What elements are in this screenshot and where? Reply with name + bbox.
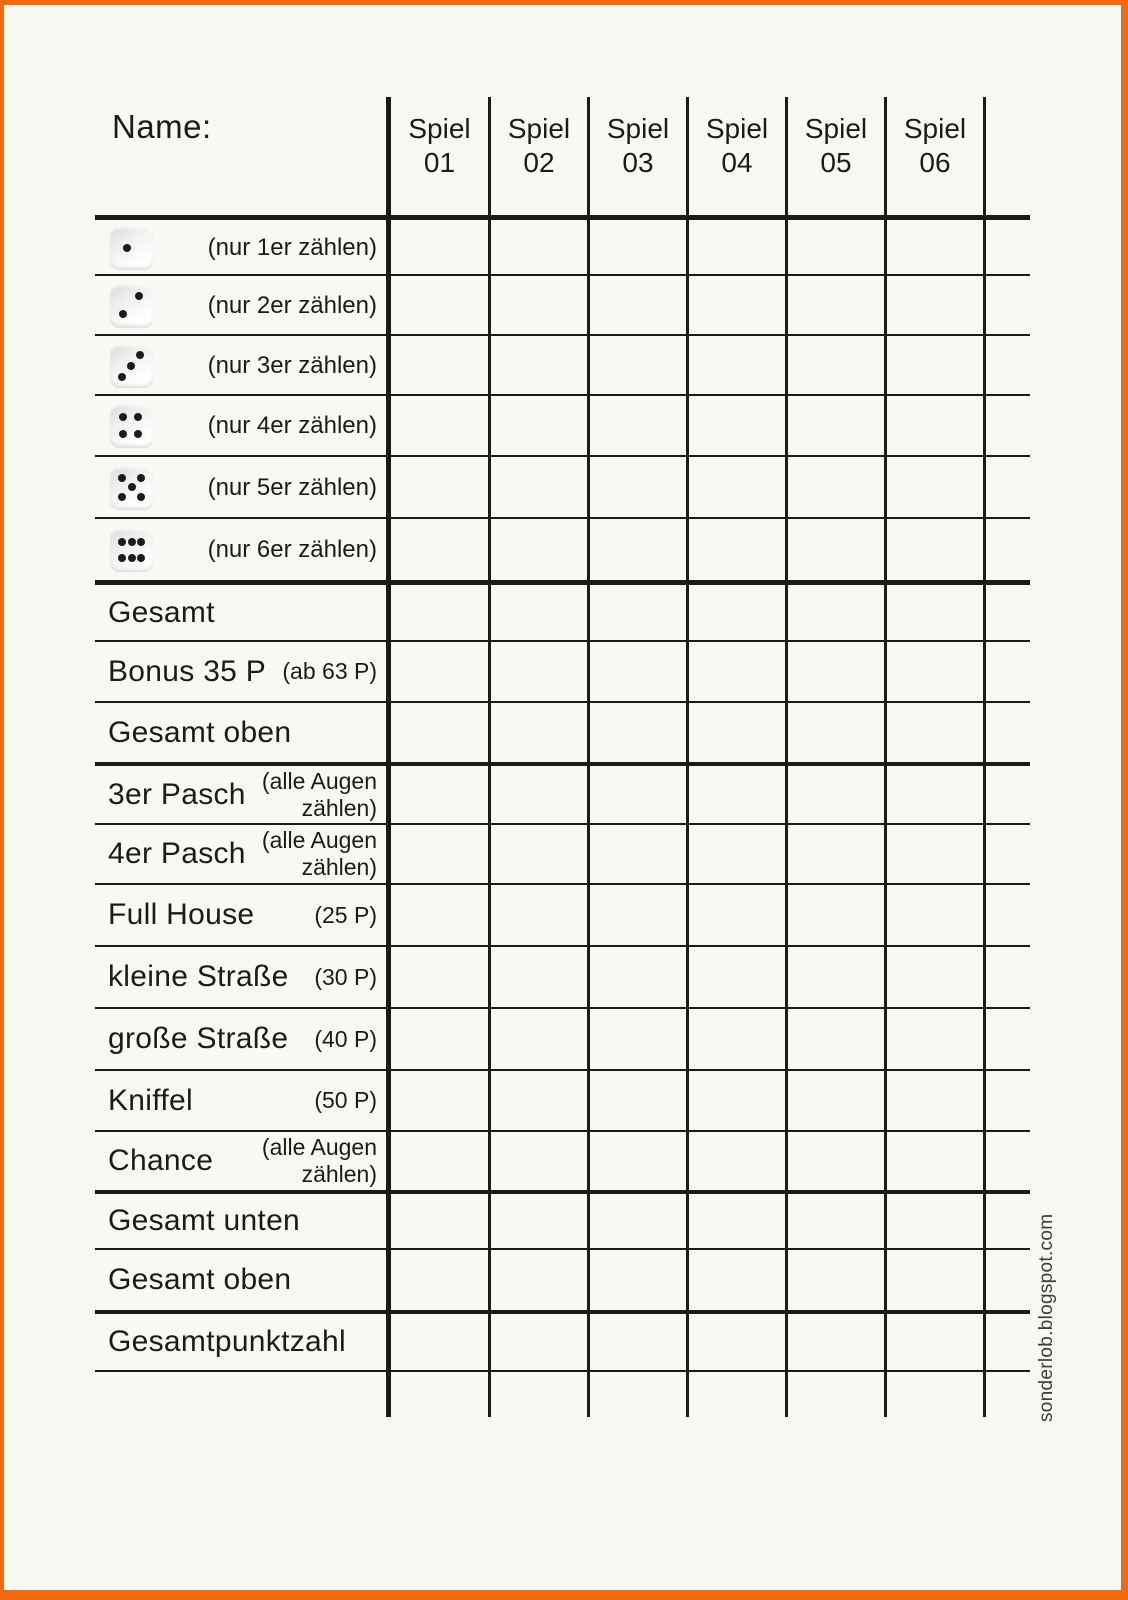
score-cell-sixes-spiel-01[interactable] — [391, 519, 488, 580]
row-label-4er-pasch: 4er Pasch — [108, 837, 246, 870]
score-cell-grosse-strasse-spiel-06[interactable] — [887, 1009, 983, 1069]
score-cell-4er-pasch-spiel-01[interactable] — [391, 825, 488, 883]
score-cell-ones-spiel-04[interactable] — [689, 220, 785, 274]
page-border-bottom — [0, 1590, 1128, 1600]
score-cell-4er-pasch-spiel-06[interactable] — [887, 825, 983, 883]
row-note-line: (alle Augen — [261, 767, 377, 794]
column-header-title: Spiel — [804, 113, 868, 144]
die-3-icon — [110, 344, 153, 387]
column-header-title: Spiel — [903, 113, 967, 144]
die-pip — [137, 474, 145, 482]
row-note-line: (40 P) — [314, 1025, 377, 1052]
score-cell-fours-spiel-05[interactable] — [788, 396, 884, 455]
row-note-ones — [208, 220, 377, 274]
die-pip — [134, 413, 142, 421]
row-note-line: (nur 3er zählen) — [207, 351, 377, 379]
die-pip — [118, 474, 126, 482]
row-note-4er-pasch — [262, 825, 377, 883]
score-cell-full-house-spiel-04[interactable] — [689, 885, 785, 945]
score-cell-grosse-strasse-spiel-02[interactable] — [491, 1009, 587, 1069]
column-header-number: 06 — [919, 147, 951, 178]
score-cell-full-house-spiel-06[interactable] — [887, 885, 983, 945]
score-cell-gesamt-unten-spiel-04[interactable] — [689, 1194, 785, 1248]
score-cell-threes-spiel-05[interactable] — [788, 336, 884, 394]
page-border-right — [1121, 0, 1128, 1600]
score-cell-ones-spiel-02[interactable] — [491, 220, 587, 274]
die-4-icon — [110, 404, 153, 447]
score-cell-kleine-strasse-spiel-04[interactable] — [689, 947, 785, 1007]
row-note-kniffel — [314, 1071, 377, 1130]
score-cell-threes-spiel-02[interactable] — [491, 336, 587, 394]
score-cell-bonus-spiel-03[interactable] — [590, 642, 686, 701]
score-cell-ones-spiel-01[interactable] — [391, 220, 488, 274]
die-pip — [134, 430, 142, 438]
score-cell-fours-spiel-04[interactable] — [689, 396, 785, 455]
score-cell-chance-spiel-02[interactable] — [491, 1132, 587, 1190]
score-cell-twos-spiel-05[interactable] — [788, 276, 884, 334]
score-cell-gesamt-unten-spiel-06[interactable] — [887, 1194, 983, 1248]
score-cell-gesamt-oben-spiel-03[interactable] — [590, 703, 686, 762]
score-cell-kniffel-spiel-01[interactable] — [391, 1071, 488, 1130]
score-cell-grosse-strasse-spiel-05[interactable] — [788, 1009, 884, 1069]
row-note-line: zählen) — [301, 854, 377, 880]
score-cell-bonus-spiel-02[interactable] — [491, 642, 587, 701]
score-cell-fives-spiel-04[interactable] — [689, 457, 785, 517]
score-cell-gesamtpunktzahl-spiel-02[interactable] — [491, 1314, 587, 1370]
row-label-gesamt-unten: Gesamt unten — [108, 1204, 301, 1237]
row-label-chance: Chance — [108, 1144, 214, 1177]
die-pip — [119, 413, 127, 421]
row-note-line: (30 P) — [314, 963, 377, 990]
row-label-gesamt-oben-2: Gesamt oben — [108, 1263, 292, 1296]
score-cell-threes-spiel-01[interactable] — [391, 336, 488, 394]
score-cell-gesamt-spiel-05[interactable] — [788, 585, 884, 640]
score-cell-gesamt-spiel-01[interactable] — [391, 585, 488, 640]
score-cell-twos-spiel-02[interactable] — [491, 276, 587, 334]
score-cell-threes-spiel-06[interactable] — [887, 336, 983, 394]
column-header-number: 02 — [523, 147, 555, 178]
score-cell-gesamt-oben-2-spiel-06[interactable] — [887, 1250, 983, 1310]
row-note-line: (nur 2er zählen) — [207, 291, 377, 319]
die-pip — [135, 292, 143, 300]
score-cell-gesamt-unten-spiel-02[interactable] — [491, 1194, 587, 1248]
row-note-line: (nur 5er zählen) — [207, 473, 377, 501]
die-pip — [123, 244, 131, 252]
score-cell-3er-pasch-spiel-03[interactable] — [590, 766, 686, 823]
row-note-chance — [262, 1132, 377, 1190]
score-cell-gesamt-oben-2-spiel-01[interactable] — [391, 1250, 488, 1310]
score-cell-sixes-spiel-03[interactable] — [590, 519, 686, 580]
name-label: Name: — [112, 108, 212, 145]
score-cell-ones-spiel-03[interactable] — [590, 220, 686, 274]
grid-line-horizontal — [95, 1370, 1030, 1372]
score-cell-fives-spiel-05[interactable] — [788, 457, 884, 517]
row-note-threes — [208, 336, 377, 394]
score-cell-sixes-spiel-04[interactable] — [689, 519, 785, 580]
score-cell-kleine-strasse-spiel-05[interactable] — [788, 947, 884, 1007]
row-label-kleine-strasse: kleine Straße — [108, 960, 289, 993]
score-cell-gesamtpunktzahl-spiel-05[interactable] — [788, 1314, 884, 1370]
score-cell-kniffel-spiel-06[interactable] — [887, 1071, 983, 1130]
row-note-line: (nur 4er zählen) — [207, 412, 377, 439]
score-cell-fours-spiel-01[interactable] — [391, 396, 488, 455]
die-pip — [127, 362, 135, 370]
score-cell-4er-pasch-spiel-02[interactable] — [491, 825, 587, 883]
die-pip — [137, 493, 145, 501]
score-cell-bonus-spiel-04[interactable] — [689, 642, 785, 701]
row-note-sixes — [208, 519, 377, 580]
column-header-spiel-05 — [788, 100, 884, 192]
score-cell-kleine-strasse-spiel-06[interactable] — [887, 947, 983, 1007]
row-label-bonus: Bonus 35 P — [108, 654, 267, 688]
die-pip — [119, 310, 127, 318]
score-cell-gesamt-oben-spiel-06[interactable] — [887, 703, 983, 762]
die-pip — [136, 351, 144, 359]
score-cell-gesamt-spiel-06[interactable] — [887, 585, 983, 640]
score-cell-grosse-strasse-spiel-04[interactable] — [689, 1009, 785, 1069]
score-cell-full-house-spiel-05[interactable] — [788, 885, 884, 945]
score-cell-gesamt-spiel-03[interactable] — [590, 585, 686, 640]
score-cell-3er-pasch-spiel-01[interactable] — [391, 766, 488, 823]
score-cell-fives-spiel-03[interactable] — [590, 457, 686, 517]
score-cell-ones-spiel-06[interactable] — [887, 220, 983, 274]
score-cell-chance-spiel-06[interactable] — [887, 1132, 983, 1190]
row-note-fives — [208, 457, 377, 517]
die-pip — [128, 554, 136, 562]
score-cell-3er-pasch-spiel-02[interactable] — [491, 766, 587, 823]
score-cell-twos-spiel-03[interactable] — [590, 276, 686, 334]
grid-line-vertical — [983, 97, 986, 1417]
score-cell-gesamt-oben-2-spiel-05[interactable] — [788, 1250, 884, 1310]
score-cell-full-house-spiel-03[interactable] — [590, 885, 686, 945]
row-note-fours — [208, 396, 377, 455]
score-cell-gesamt-oben-spiel-02[interactable] — [491, 703, 587, 762]
die-1-icon — [110, 226, 153, 269]
column-header-spiel-06 — [887, 100, 983, 192]
score-cell-sixes-spiel-05[interactable] — [788, 519, 884, 580]
row-note-full-house — [314, 885, 377, 945]
score-cell-twos-spiel-06[interactable] — [887, 276, 983, 334]
score-cell-gesamt-oben-2-spiel-02[interactable] — [491, 1250, 587, 1310]
score-cell-kniffel-spiel-02[interactable] — [491, 1071, 587, 1130]
die-5-icon — [110, 466, 153, 509]
score-cell-gesamtpunktzahl-spiel-03[interactable] — [590, 1314, 686, 1370]
score-cell-twos-spiel-01[interactable] — [391, 276, 488, 334]
row-note-line: zählen) — [301, 794, 377, 821]
score-cell-gesamt-oben-spiel-04[interactable] — [689, 703, 785, 762]
score-cell-gesamt-oben-spiel-01[interactable] — [391, 703, 488, 762]
score-cell-kniffel-spiel-04[interactable] — [689, 1071, 785, 1130]
score-cell-sixes-spiel-06[interactable] — [887, 519, 983, 580]
column-header-title: Spiel — [705, 113, 769, 144]
score-cell-chance-spiel-04[interactable] — [689, 1132, 785, 1190]
score-cell-chance-spiel-05[interactable] — [788, 1132, 884, 1190]
column-header-title: Spiel — [606, 113, 670, 144]
row-note-line: (nur 6er zählen) — [207, 536, 377, 563]
score-cell-bonus-spiel-06[interactable] — [887, 642, 983, 701]
die-pip — [137, 538, 145, 546]
column-header-number: 01 — [423, 147, 456, 178]
score-cell-gesamt-oben-spiel-05[interactable] — [788, 703, 884, 762]
score-cell-full-house-spiel-02[interactable] — [491, 885, 587, 945]
score-cell-threes-spiel-03[interactable] — [590, 336, 686, 394]
column-header-number: 05 — [820, 147, 852, 178]
score-cell-fours-spiel-06[interactable] — [887, 396, 983, 455]
score-cell-gesamtpunktzahl-spiel-06[interactable] — [887, 1314, 983, 1370]
score-cell-fours-spiel-03[interactable] — [590, 396, 686, 455]
row-label-gesamt-oben: Gesamt oben — [108, 715, 292, 749]
die-pip — [137, 554, 145, 562]
row-label-gesamt: Gesamt — [108, 595, 215, 629]
column-header-spiel-04 — [689, 100, 785, 192]
row-note-line: (alle Augen — [261, 1134, 377, 1160]
page-border-top — [0, 0, 1128, 5]
column-header-spiel-03 — [590, 100, 686, 192]
score-cell-3er-pasch-spiel-06[interactable] — [887, 766, 983, 823]
row-note-twos — [208, 276, 377, 334]
score-cell-gesamtpunktzahl-spiel-04[interactable] — [689, 1314, 785, 1370]
score-cell-4er-pasch-spiel-03[interactable] — [590, 825, 686, 883]
score-cell-sixes-spiel-02[interactable] — [491, 519, 587, 580]
score-cell-grosse-strasse-spiel-03[interactable] — [590, 1009, 686, 1069]
score-cell-grosse-strasse-spiel-01[interactable] — [391, 1009, 488, 1069]
score-cell-kleine-strasse-spiel-01[interactable] — [391, 947, 488, 1007]
score-cell-gesamt-unten-spiel-03[interactable] — [590, 1194, 686, 1248]
column-header-title: Spiel — [408, 113, 471, 144]
watermark-url: sonderlob.blogspot.com — [1036, 1213, 1057, 1423]
row-note-line: (ab 63 P) — [282, 658, 377, 684]
score-cell-fives-spiel-01[interactable] — [391, 457, 488, 517]
score-cell-bonus-spiel-01[interactable] — [391, 642, 488, 701]
score-cell-fives-spiel-06[interactable] — [887, 457, 983, 517]
die-6-icon — [110, 528, 153, 571]
score-cell-ones-spiel-05[interactable] — [788, 220, 884, 274]
row-label-full-house: Full House — [108, 898, 255, 931]
score-cell-kniffel-spiel-03[interactable] — [590, 1071, 686, 1130]
die-pip — [128, 483, 136, 491]
row-note-line: (50 P) — [314, 1087, 377, 1113]
score-cell-3er-pasch-spiel-04[interactable] — [689, 766, 785, 823]
score-cell-4er-pasch-spiel-05[interactable] — [788, 825, 884, 883]
column-header-number: 03 — [622, 147, 654, 178]
score-cell-chance-spiel-03[interactable] — [590, 1132, 686, 1190]
row-label-gesamtpunktzahl: Gesamtpunktzahl — [108, 1325, 346, 1358]
row-label-kniffel: Kniffel — [108, 1083, 193, 1117]
score-cell-kleine-strasse-spiel-02[interactable] — [491, 947, 587, 1007]
score-cell-full-house-spiel-01[interactable] — [391, 885, 488, 945]
score-cell-fives-spiel-02[interactable] — [491, 457, 587, 517]
row-note-line: (25 P) — [314, 901, 377, 928]
column-header-spiel-02 — [491, 100, 587, 192]
score-cell-4er-pasch-spiel-04[interactable] — [689, 825, 785, 883]
die-pip — [118, 538, 126, 546]
row-note-line: (nur 1er zählen) — [207, 233, 377, 261]
row-label-3er-pasch: 3er Pasch — [108, 777, 246, 811]
score-cell-bonus-spiel-05[interactable] — [788, 642, 884, 701]
row-note-3er-pasch — [262, 766, 377, 823]
score-cell-3er-pasch-spiel-05[interactable] — [788, 766, 884, 823]
score-cell-gesamtpunktzahl-spiel-01[interactable] — [391, 1314, 488, 1370]
column-header-number: 04 — [721, 147, 753, 178]
score-cell-kleine-strasse-spiel-03[interactable] — [590, 947, 686, 1007]
column-header-title: Spiel — [507, 113, 571, 144]
die-pip — [118, 373, 126, 381]
score-cell-twos-spiel-04[interactable] — [689, 276, 785, 334]
die-pip — [118, 554, 126, 562]
score-cell-threes-spiel-04[interactable] — [689, 336, 785, 394]
score-cell-gesamt-spiel-04[interactable] — [689, 585, 785, 640]
row-note-bonus — [282, 642, 377, 701]
score-cell-gesamt-unten-spiel-01[interactable] — [391, 1194, 488, 1248]
die-pip — [118, 493, 126, 501]
score-cell-fours-spiel-02[interactable] — [491, 396, 587, 455]
die-2-icon — [110, 284, 153, 327]
column-header-spiel-01 — [391, 100, 488, 192]
row-note-line: (alle Augen — [261, 827, 377, 853]
die-pip — [128, 538, 136, 546]
row-note-kleine-strasse — [314, 947, 377, 1007]
score-cell-gesamt-oben-2-spiel-04[interactable] — [689, 1250, 785, 1310]
row-note-grosse-strasse — [314, 1009, 377, 1069]
score-cell-gesamt-oben-2-spiel-03[interactable] — [590, 1250, 686, 1310]
score-cell-kniffel-spiel-05[interactable] — [788, 1071, 884, 1130]
score-cell-gesamt-spiel-02[interactable] — [491, 585, 587, 640]
page-border-left — [0, 0, 4, 1600]
score-cell-gesamt-unten-spiel-05[interactable] — [788, 1194, 884, 1248]
score-cell-chance-spiel-01[interactable] — [391, 1132, 488, 1190]
die-pip — [119, 430, 127, 438]
row-label-grosse-strasse: große Straße — [108, 1022, 289, 1055]
row-note-line: zählen) — [301, 1161, 377, 1187]
